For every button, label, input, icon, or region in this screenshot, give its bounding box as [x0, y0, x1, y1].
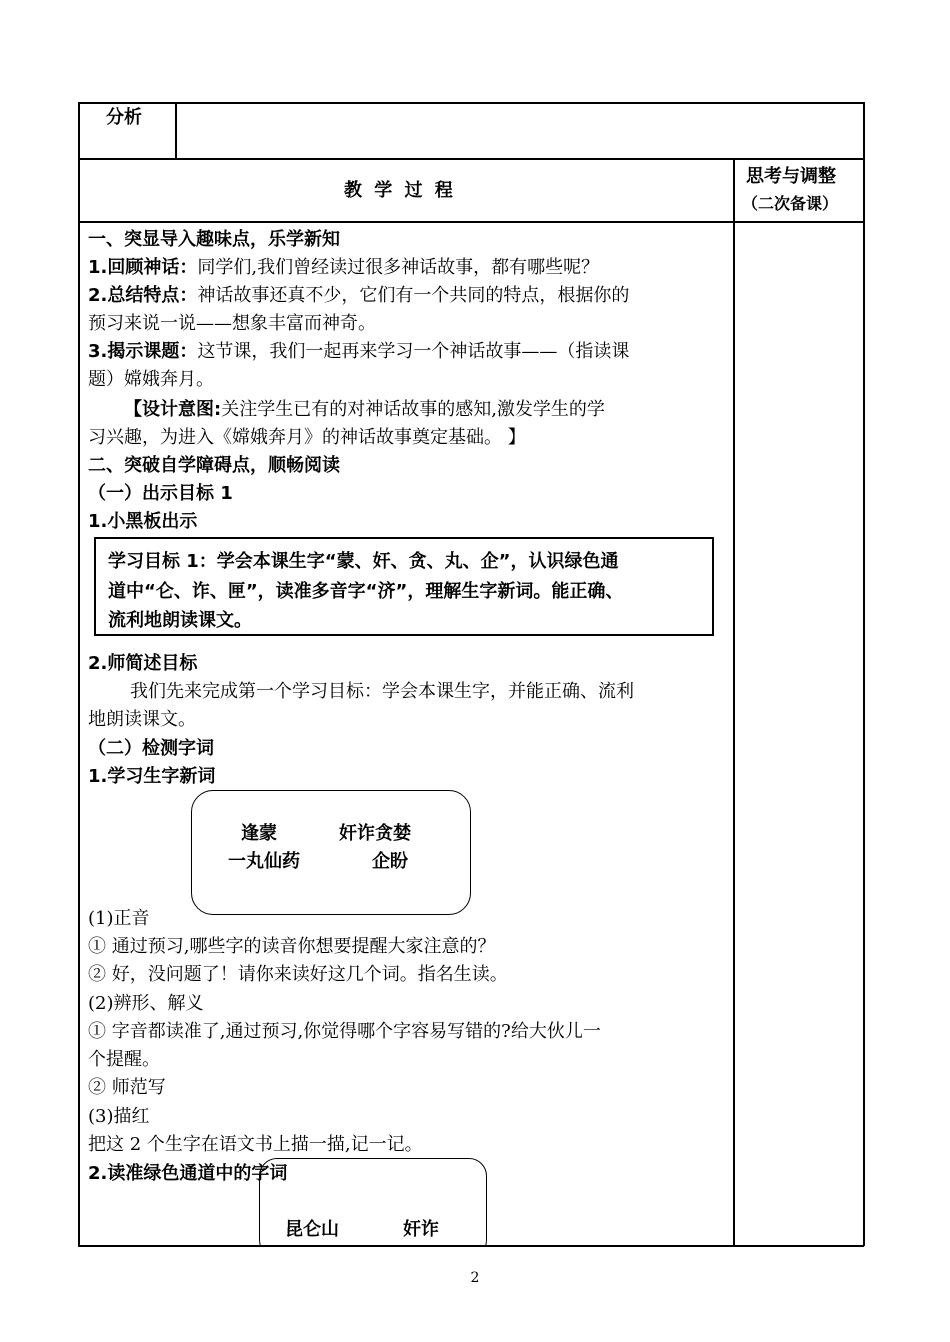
section-1-item-1-label: 1.回顾神话：	[88, 257, 198, 278]
step-1-b: ② 好，没问题了！请你来读好这几个词。指名生读。	[88, 964, 508, 985]
section-2-title: 二、突破自学障碍点，顺畅阅读	[88, 455, 340, 476]
table-top-border	[78, 102, 864, 104]
section-2-sub-2-item-2: 2.读准绿色通道中的字词	[88, 1163, 288, 1184]
green-word-2: 奸诈	[403, 1219, 439, 1240]
page-number: 2	[470, 1270, 480, 1286]
green-word-1: 昆仑山	[285, 1219, 339, 1240]
adjust-heading-line1: 思考与调整	[746, 166, 836, 187]
section-1-item-2	[88, 282, 629, 310]
design-intent-text-cont: 习兴趣，为进入《嫦娥奔月》的神话故事奠定基础。 】	[88, 427, 526, 448]
section-2-sub-2-item-1: 1.学习生字新词	[88, 766, 216, 787]
new-word-1: 逢蒙	[241, 823, 277, 844]
section-1-item-1-text: 同学们,我们曾经读过很多神话故事，都有哪些呢？	[197, 257, 600, 278]
step-2-b: ② 师范写	[88, 1077, 166, 1098]
new-word-3: 一丸仙药	[228, 851, 300, 872]
step-3-title: (3)描红	[88, 1106, 150, 1127]
adjust-column-divider	[733, 158, 735, 1246]
table-left-border	[78, 102, 80, 1246]
learning-goal-line-2: 道中“仑、诈、匣”，读准多音字“济”，理解生字新词。能正确、	[108, 581, 624, 602]
section-1-item-2-text-cont: 预习来说一说——想象丰富而神奇。	[88, 313, 376, 334]
section-1-item-1	[88, 254, 599, 282]
section-1-item-2-label: 2.总结特点：	[88, 285, 198, 306]
section-2-sub-1-item-1: 1.小黑板出示	[88, 511, 198, 532]
section-1-item-2-text: 神话故事还真不少，它们有一个共同的特点，根据你的	[197, 285, 630, 306]
section-1-title: 一、突显导入趣味点，乐学新知	[88, 229, 340, 250]
step-2-a: ① 字音都读准了,通过预习,你觉得哪个字容易写错的?给大伙儿一	[88, 1021, 601, 1042]
design-intent	[124, 396, 605, 424]
step-2-title: (2)辨形、解义	[88, 993, 204, 1014]
page-bottom-mask	[250, 1247, 500, 1267]
analysis-cell-divider	[175, 102, 177, 158]
section-1-item-3-text-cont: 题）嫦娥奔月。	[88, 369, 214, 390]
header-row-bottom	[78, 221, 864, 223]
adjust-heading-line2: （二次备课）	[742, 194, 839, 213]
step-2-a-cont: 个提醒。	[88, 1049, 160, 1070]
analysis-row-bottom	[78, 158, 864, 160]
step-1-title: (1)正音	[88, 908, 150, 929]
design-intent-label: 【设计意图:	[124, 399, 222, 420]
new-word-2: 奸诈贪婪	[339, 823, 411, 844]
section-2-sub-1-item-2-text-cont: 地朗读课文。	[88, 709, 196, 730]
step-1-a: ① 通过预习,哪些字的读音你想要提醒大家注意的？	[88, 936, 496, 957]
learning-goal-line-1: 学习目标 1：学会本课生字“蒙、奸、贪、丸、企”，认识绿色通	[108, 551, 619, 572]
section-1-item-3	[88, 338, 629, 366]
section-1-item-3-label: 3.揭示课题：	[88, 341, 198, 362]
learning-goal-line-3: 流利地朗读课文。	[108, 610, 252, 631]
process-heading: 教 学 过 程	[344, 180, 456, 201]
step-3-text: 把这 2 个生字在语文书上描一描,记一记。	[88, 1134, 423, 1155]
design-intent-text: 关注学生已有的对神话故事的感知,激发学生的学	[221, 399, 605, 420]
section-2-sub-2: （二）检测字词	[88, 738, 214, 759]
table-right-border	[863, 102, 865, 1246]
section-2-sub-1-item-2-text: 我们先来完成第一个学习目标：学会本课生字，并能正确、流利	[130, 681, 634, 702]
new-word-4: 企盼	[372, 851, 408, 872]
analysis-label: 分析	[106, 107, 142, 128]
section-2-sub-1: （一）出示目标 1	[88, 483, 233, 504]
section-2-sub-1-item-2: 2.师简述目标	[88, 653, 198, 674]
section-1-item-3-text: 这节课，我们一起再来学习一个神话故事——（指读课	[197, 341, 630, 362]
